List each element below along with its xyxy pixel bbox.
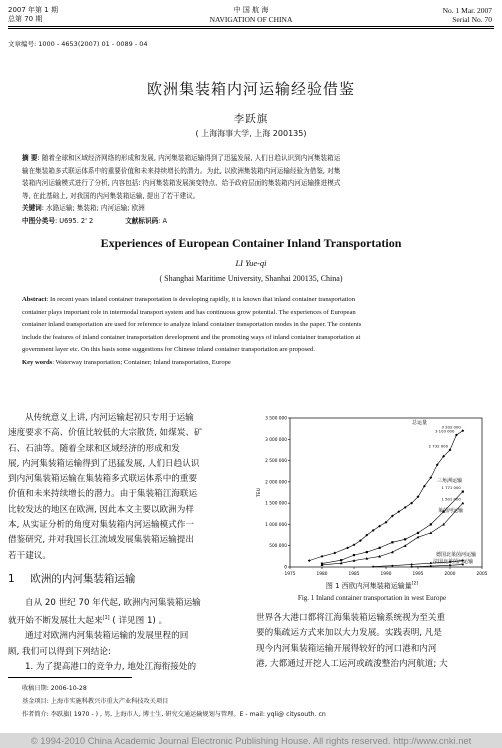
data-label: 3 103 000 (435, 428, 455, 434)
data-point (340, 559, 342, 561)
intro-paragraph (8, 411, 244, 564)
x-tick-label: 1995 (412, 572, 424, 577)
abstract-cn-label: 摘 要 (22, 154, 38, 162)
data-point (404, 538, 406, 540)
keywords-en-label: Key words (22, 358, 53, 366)
y-tick-label: 1 000 000 (265, 522, 287, 528)
data-label: 2 732 000 (428, 443, 448, 449)
x-tick-label: 2000 (444, 572, 456, 577)
data-point (430, 523, 432, 525)
figure-caption-cn (250, 581, 494, 591)
y-tick-label: 0 (284, 565, 287, 571)
abstract-en-line: government layer etc. On this basis some suggestions for Chinese inland container transportation are proposed. (22, 346, 315, 353)
body-line: 到内河集装箱运输在集装箱多式联运体系中的重要 (8, 474, 198, 485)
data-point (417, 532, 419, 534)
data-point (430, 562, 432, 564)
abstract-en-label: Abstract (22, 296, 47, 303)
header-serial-en: Serial No. 70 (452, 15, 492, 24)
abstract-cn-line: : 随着全球和区域经济网络的形成和发展, 内河集装箱运输得到了迅猛发展, 人们日趋认识到内河集装箱运 (37, 154, 341, 162)
data-point (462, 491, 464, 493)
data-point (404, 544, 407, 547)
x-tick-label: 1985 (348, 572, 360, 577)
title-en: Experiences of European Container Inland Transportation (100, 236, 402, 250)
body-line: 石、石油等。随着全球和区域经济的形成和发 (8, 443, 180, 454)
y-tick-label: 2 500 000 (265, 459, 287, 465)
x-tick-label: 1990 (380, 572, 392, 577)
data-point (430, 565, 432, 567)
body-line: 本, 从实证分析的角度对集装箱内河运输模式作一 (8, 520, 194, 531)
series-line (309, 428, 463, 561)
keywords-cn: : 水路运输; 集装箱; 内河运输; 欧洲 (41, 204, 145, 212)
series-name-label: 三角洲运输 (437, 478, 463, 484)
abstract-en-line: : In recent years inland container transportation is developing rapidly, it is known that inland container transportation (46, 296, 356, 303)
article-number: 文章编号: 1000 - 4653(2007) 01 - 0089 - 04 (8, 40, 148, 48)
body-line: 通过对欧洲内河集装箱运输的发展里程的回 (25, 631, 189, 642)
keywords-cn-label: 关键词 (22, 204, 42, 212)
header-rule-2 (8, 28, 494, 29)
y-tick-label: 1 500 000 (265, 501, 287, 507)
doc-code-label: 文献标识码 (125, 216, 159, 225)
header-issue: 2007 年第 1 期 (8, 6, 58, 14)
series-name-label: 总运量 (412, 420, 428, 426)
plot-frame (290, 418, 482, 567)
body-line: 比较发达的地区在欧洲, 因此本文主要以欧洲为样 (8, 504, 194, 515)
affiliation-cn: ( 上海海事大学, 上海 200135) (195, 129, 307, 138)
x-tick-label: 2005 (476, 572, 488, 577)
section-paragraph (8, 596, 244, 675)
reference-marker: [1] (102, 615, 110, 622)
body-line: 从传统意义上讲, 内河运输起初只专用于运输 (25, 413, 194, 423)
series-name-label: 德国北莱茵河运输 (436, 552, 477, 558)
section-title: 欧洲的内河集装箱运输 (30, 573, 136, 585)
footnote-received: 收稿日期: 2006-10-28 (22, 685, 87, 692)
section-heading (8, 571, 135, 586)
body-line: 自从 20 世纪 70 年代起, 欧洲内河集装箱运输 (25, 598, 201, 608)
body-line: 港, 大都通过开挖人工运河或疏浚整治内河航道; 大 (256, 658, 448, 669)
body-line: 就开始不断发展壮大起来 (8, 616, 103, 627)
body-line: 现今内河集装箱运输开展得较好的河口港和内河 (256, 643, 437, 654)
abstract-en-line: include the features of inland container transportation development and the promoting ways of inland container transportation at (22, 333, 361, 341)
abstract-en-line: container inland transportation are used for reference to analyze inland container transportation modes in the paper. The contents (22, 321, 362, 328)
body-line: 展, 内河集装箱运输得到了迅猛发展, 人们日趋认识 (8, 458, 200, 469)
figure-1-chart (252, 410, 492, 580)
body-line: 借鉴研究, 并对我国长江流域发展集装箱运输提出 (8, 535, 194, 546)
series-name-label: 莱茵河运输 (438, 508, 464, 514)
footnote-author: 作者简介: 李跃旗( 1970 - ) , 男, 上海市人, 博士生, 研究交通运输规划与管理。E - mail: yqli@ citysouth. cn (22, 711, 326, 718)
clc-number: : U695. 2' 2 (54, 216, 94, 225)
y-tick-label: 3 500 000 (265, 416, 287, 422)
figure-caption-cn-text: 图 1 西欧内河集装箱运输量 (325, 582, 412, 590)
abstract-en (22, 294, 488, 369)
data-point (391, 565, 393, 567)
data-point (346, 546, 349, 549)
data-point (372, 566, 374, 568)
abstract-cn-line: 装箱内河运输模式进行了分析, 内容包括: 内河集装箱发展演变特点、给予政府层面的集装箱内河运输推进模式 (22, 179, 341, 187)
data-point (333, 552, 336, 555)
body-line: 若干建议。 (8, 550, 51, 561)
author-cn: 李跃旗 (233, 113, 269, 125)
clc-label: 中图分类号 (22, 216, 55, 225)
footnote-rule (8, 677, 132, 678)
body-line: 世界各大港口都将江海集装箱运输系统视为至关重 (256, 613, 446, 623)
data-point (429, 531, 432, 534)
y-axis-label: TEU (257, 488, 262, 497)
figure-caption-en: Fig. 1 Inland container transportation in west Europe (297, 594, 447, 602)
header-journal-en: NAVIGATION OF CHINA (209, 15, 293, 24)
data-label: 1 501 000 (441, 496, 461, 502)
x-tick-label: 1975 (284, 572, 296, 577)
data-point (321, 555, 324, 558)
footnote-fund: 基金项目: 上海市实施科教兴市重大产业科技攻关项目 (22, 698, 169, 705)
header-issue-en: No. 1 Mar. 2007 (442, 6, 492, 15)
data-point (379, 547, 381, 549)
author-en: LI Yue-qi (235, 258, 267, 268)
abstract-en-line: container plays important role in intermodal transport system and has continuous grow potential. The experiences of European (22, 308, 356, 316)
copyright-footer: © 1994-2010 China Academic Journal Electronic Publishing House. All rights reserved. http://www.cnki.net (0, 733, 502, 748)
right-column-paragraph (256, 611, 494, 672)
header-rule (8, 26, 494, 27)
data-point (391, 541, 393, 543)
body-line: 1. 为了提高港口的竞争力, 地处江海衔接处的 (25, 662, 197, 673)
body-line: 价值和未来持续增长的潜力。由于集装箱江海联运 (8, 489, 198, 500)
y-tick-label: 3 000 000 (265, 437, 287, 443)
keywords-en: : Waterway transportation; Container; Inland transportation, Europe (52, 358, 231, 366)
series-name-label: 法国北莱茵河运输 (433, 559, 474, 565)
footnotes (22, 682, 326, 721)
abstract-cn (22, 152, 484, 227)
abstract-cn-line: 等, 在此基础上, 对我国的内河集装箱运输, 提出了若干建议。 (22, 191, 200, 200)
data-point (353, 554, 355, 556)
doc-code: : A (158, 216, 168, 225)
data-label: 1 771 000 (441, 485, 461, 491)
affiliation-en: ( Shanghai Maritime University, Shanhai 200135, China) (159, 274, 343, 283)
y-tick-label: 500 000 (269, 544, 287, 550)
body-line: ( 详见图 1) 。 (109, 616, 168, 627)
abstract-cn-line: 输在集装箱多式联运体系中的重要价值和未来持续增长的潜力。为此, 以欧洲集装箱内河运输经验为借鉴, 对集 (22, 166, 341, 175)
data-point (366, 551, 368, 553)
data-point (308, 559, 311, 562)
header-serial: 总第 70 期 (8, 15, 43, 23)
body-line: 要的集疏运方式来加以大力发展。实践表明, 凡是 (256, 628, 442, 639)
figure-caption-ref: [2] (411, 581, 419, 587)
title-cn: 欧洲集装箱内河运输经验借鉴 (146, 80, 355, 98)
data-label: 3 202 000 (441, 424, 461, 430)
data-point (411, 566, 413, 568)
data-point (461, 502, 464, 505)
body-line: 顾, 我们可以得到下列结论: (8, 646, 111, 657)
header-journal-cn: 中 国 航 海 (233, 6, 269, 14)
y-tick-label: 2 000 000 (265, 480, 287, 486)
section-number: 1 (8, 573, 15, 585)
x-tick-label: 1980 (316, 572, 328, 577)
data-point (411, 563, 413, 565)
body-line: 速度要求不高、价值比较低的大宗散货, 如煤炭、矿 (8, 428, 203, 439)
